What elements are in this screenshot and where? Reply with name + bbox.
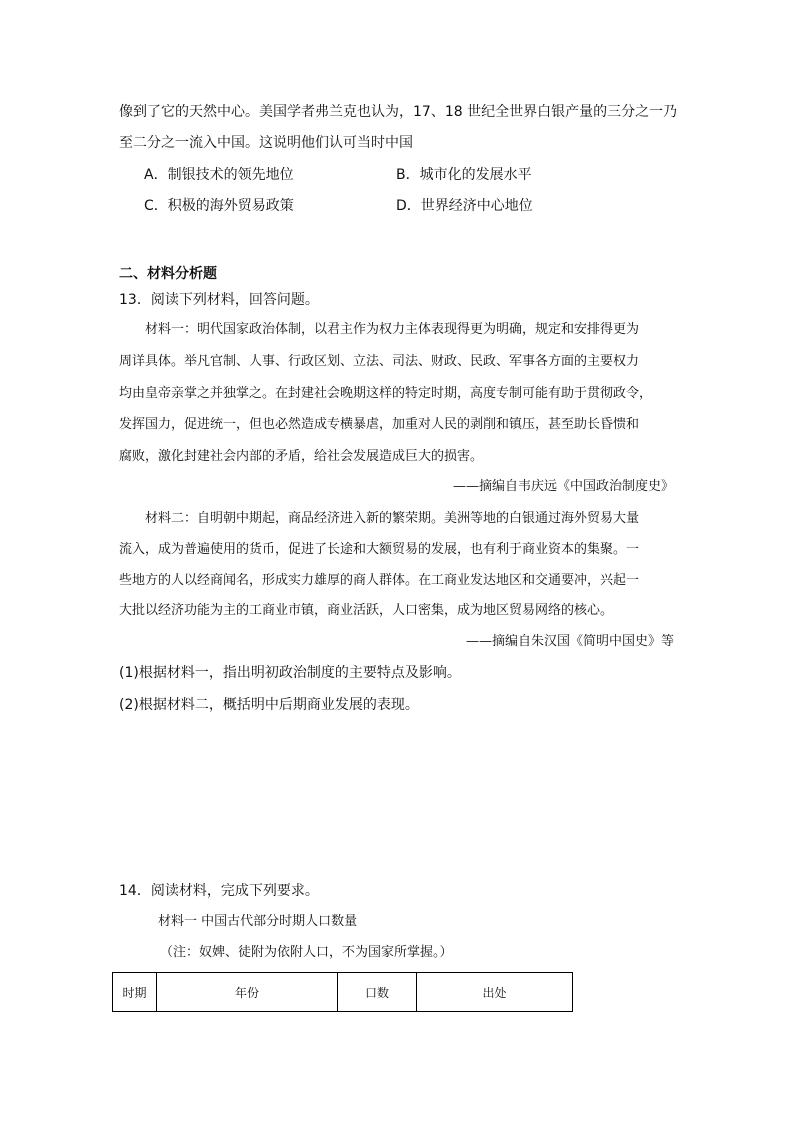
table-header-population: 口数	[338, 973, 417, 1012]
q12-stem-line-1: 像到了它的天然中心。美国学者弗兰克也认为，17、18 世纪全世界白银产量的三分之一乃	[119, 104, 678, 120]
material1-source: ——摘编自韦庆远《中国政治制度史》	[452, 479, 674, 494]
table-header-period: 时期	[113, 973, 157, 1012]
material1-line: 周详具体。举凡官制、人事、行政区划、立法、司法、财政、民政、军事各方面的主要权力	[119, 354, 640, 369]
material1-line: 材料一：明代国家政治体制，以君主作为权力主体表现得更为明确，规定和安排得更为	[145, 322, 640, 337]
material2-source: ——摘编自朱汉国《简明中国史》等	[465, 634, 674, 649]
q12-stem-line-2: 至二分之一流入中国。这说明他们认可当时中国	[119, 135, 413, 151]
material2-line: 大批以经济功能为主的工商业市镇，商业活跃，人口密集，成为地区贸易网络的核心。	[119, 603, 614, 618]
material1-line: 均由皇帝亲掌之并独掌之。在封建社会晚期这样的特定时期，高度专制可能有助于贯彻政令，	[119, 386, 653, 401]
q14-note: （注：奴婢、徒附为依附人口，不为国家所掌握。）	[160, 945, 453, 960]
population-table	[112, 972, 573, 1012]
material1-line: 腐败，激化封建社会内部的矛盾，给社会发展造成巨大的损害。	[119, 449, 484, 464]
table-header-source: 出处	[417, 973, 573, 1012]
option-a: A．制银技术的领先地位	[144, 167, 294, 183]
material2-line: 流入，成为普遍使用的货币，促进了长途和大额贸易的发展，也有利于商业资本的集聚。一	[119, 542, 640, 557]
q13-sub-question-1: (1)根据材料一，指出明初政治制度的主要特点及影响。	[119, 665, 461, 681]
q13-stem: 13．阅读下列材料，回答问题。	[119, 292, 319, 308]
q14-material1-title: 材料一 中国古代部分时期人口数量	[158, 914, 358, 929]
option-d: D．世界经济中心地位	[396, 198, 533, 214]
q13-sub-question-2: (2)根据材料二，概括明中后期商业发展的表现。	[119, 697, 419, 713]
table-header-year: 年份	[157, 973, 338, 1012]
option-b: B．城市化的发展水平	[396, 167, 532, 183]
material2-line: 材料二：自明朝中期起，商品经济进入新的繁荣期。美洲等地的白银通过海外贸易大量	[145, 511, 640, 526]
material1-line: 发挥国力，促进统一，但也必然造成专横暴虐，加重对人民的剥削和镇压，甚至助长昏愦和	[119, 417, 640, 432]
q14-stem: 14．阅读材料，完成下列要求。	[119, 883, 319, 899]
section-title: 二、材料分析题	[119, 266, 217, 282]
material2-line: 些地方的人以经商闻名，形成实力雄厚的商人群体。在工商业发达地区和交通要冲，兴起一	[119, 573, 640, 588]
table-header-row	[113, 973, 573, 1012]
option-c: C．积极的海外贸易政策	[144, 198, 294, 214]
